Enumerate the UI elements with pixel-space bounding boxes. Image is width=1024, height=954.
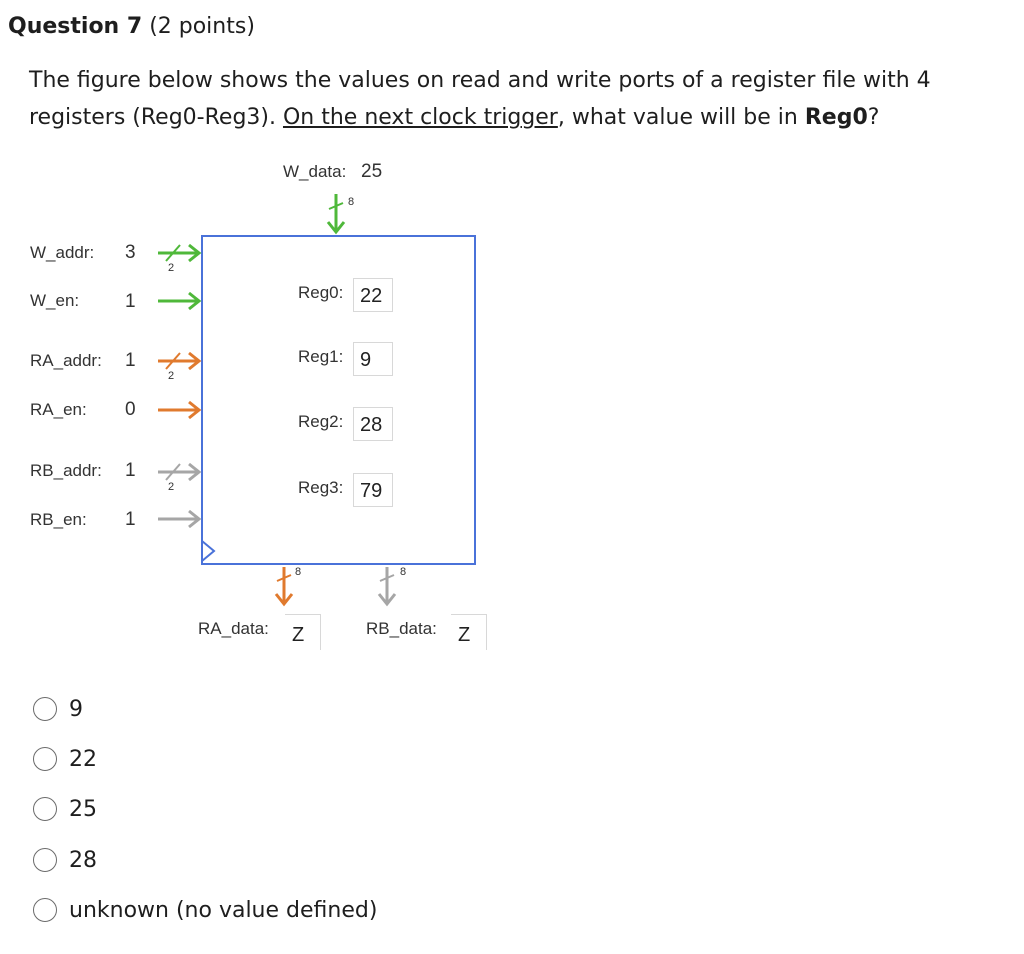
register-label-reg2: Reg2:	[298, 412, 344, 431]
ra-data-label: RA_data:	[198, 619, 269, 638]
input-value-ra-en: 0	[125, 399, 136, 420]
question-title: Question 7	[8, 14, 143, 39]
ra-data-width: 8	[295, 566, 302, 578]
register-value-reg2: 28	[353, 407, 393, 441]
input-label-w-en: W_en:	[30, 291, 80, 310]
input-value-ra-addr: 1	[125, 350, 136, 371]
question-text-underlined: On the next clock trigger	[282, 105, 558, 130]
question-points: (2 points)	[149, 14, 255, 39]
question-text-part1: The figure below shows the values on read and write ports of a register file with 4 registers (Reg0-Reg3).	[29, 68, 931, 130]
question-text-end: ?	[867, 105, 880, 130]
input-label-rb-en: RB_en:	[30, 510, 87, 529]
answer-option[interactable]	[33, 846, 97, 874]
w-data-width: 8	[348, 196, 355, 208]
question-text-bold: Reg0	[804, 105, 868, 130]
input-value-rb-en: 1	[125, 509, 136, 530]
input-label-w-addr: W_addr:	[30, 243, 95, 262]
rb-data-value: Z	[451, 614, 487, 650]
input-label-ra-en: RA_en:	[30, 400, 87, 419]
radio-button[interactable]	[33, 797, 57, 821]
radio-button[interactable]	[33, 697, 57, 721]
answer-option-label: 28	[69, 847, 97, 873]
input-label-ra-addr: RA_addr:	[30, 351, 102, 370]
rb-data-label: RB_data:	[366, 619, 437, 638]
answer-option-label: 22	[69, 746, 97, 772]
register-label-reg1: Reg1:	[298, 347, 344, 366]
rb-data-width: 8	[400, 566, 407, 578]
input-value-rb-addr: 1	[125, 460, 136, 481]
input-width-ra-addr: 2	[168, 370, 175, 382]
radio-button[interactable]	[33, 848, 57, 872]
ra-data-value: Z	[285, 614, 321, 650]
answer-option[interactable]	[33, 795, 97, 823]
input-label-rb-addr: RB_addr:	[30, 461, 102, 480]
input-value-w-en: 1	[125, 291, 136, 312]
w-data-label: W_data:	[283, 162, 347, 181]
answer-option-label: unknown (no value defined)	[69, 897, 378, 923]
answer-option-label: 9	[69, 696, 83, 722]
register-label-reg0: Reg0:	[298, 283, 344, 302]
radio-button[interactable]	[33, 747, 57, 771]
register-value-reg0: 22	[353, 278, 393, 312]
input-width-w-addr: 2	[168, 262, 175, 274]
register-value-reg1: 9	[353, 342, 393, 376]
register-value-reg3: 79	[353, 473, 393, 507]
input-width-rb-addr: 2	[168, 481, 175, 493]
answer-option[interactable]	[33, 745, 97, 773]
w-data-value: 25	[361, 161, 383, 182]
input-value-w-addr: 3	[125, 242, 136, 263]
answer-option[interactable]	[33, 695, 83, 723]
question-text-part2: , what value will be in	[557, 105, 805, 130]
register-label-reg3: Reg3:	[298, 478, 344, 497]
clock-input-triangle	[202, 541, 214, 561]
radio-button[interactable]	[33, 898, 57, 922]
answer-option-label: 25	[69, 796, 97, 822]
answer-option[interactable]	[33, 896, 377, 924]
